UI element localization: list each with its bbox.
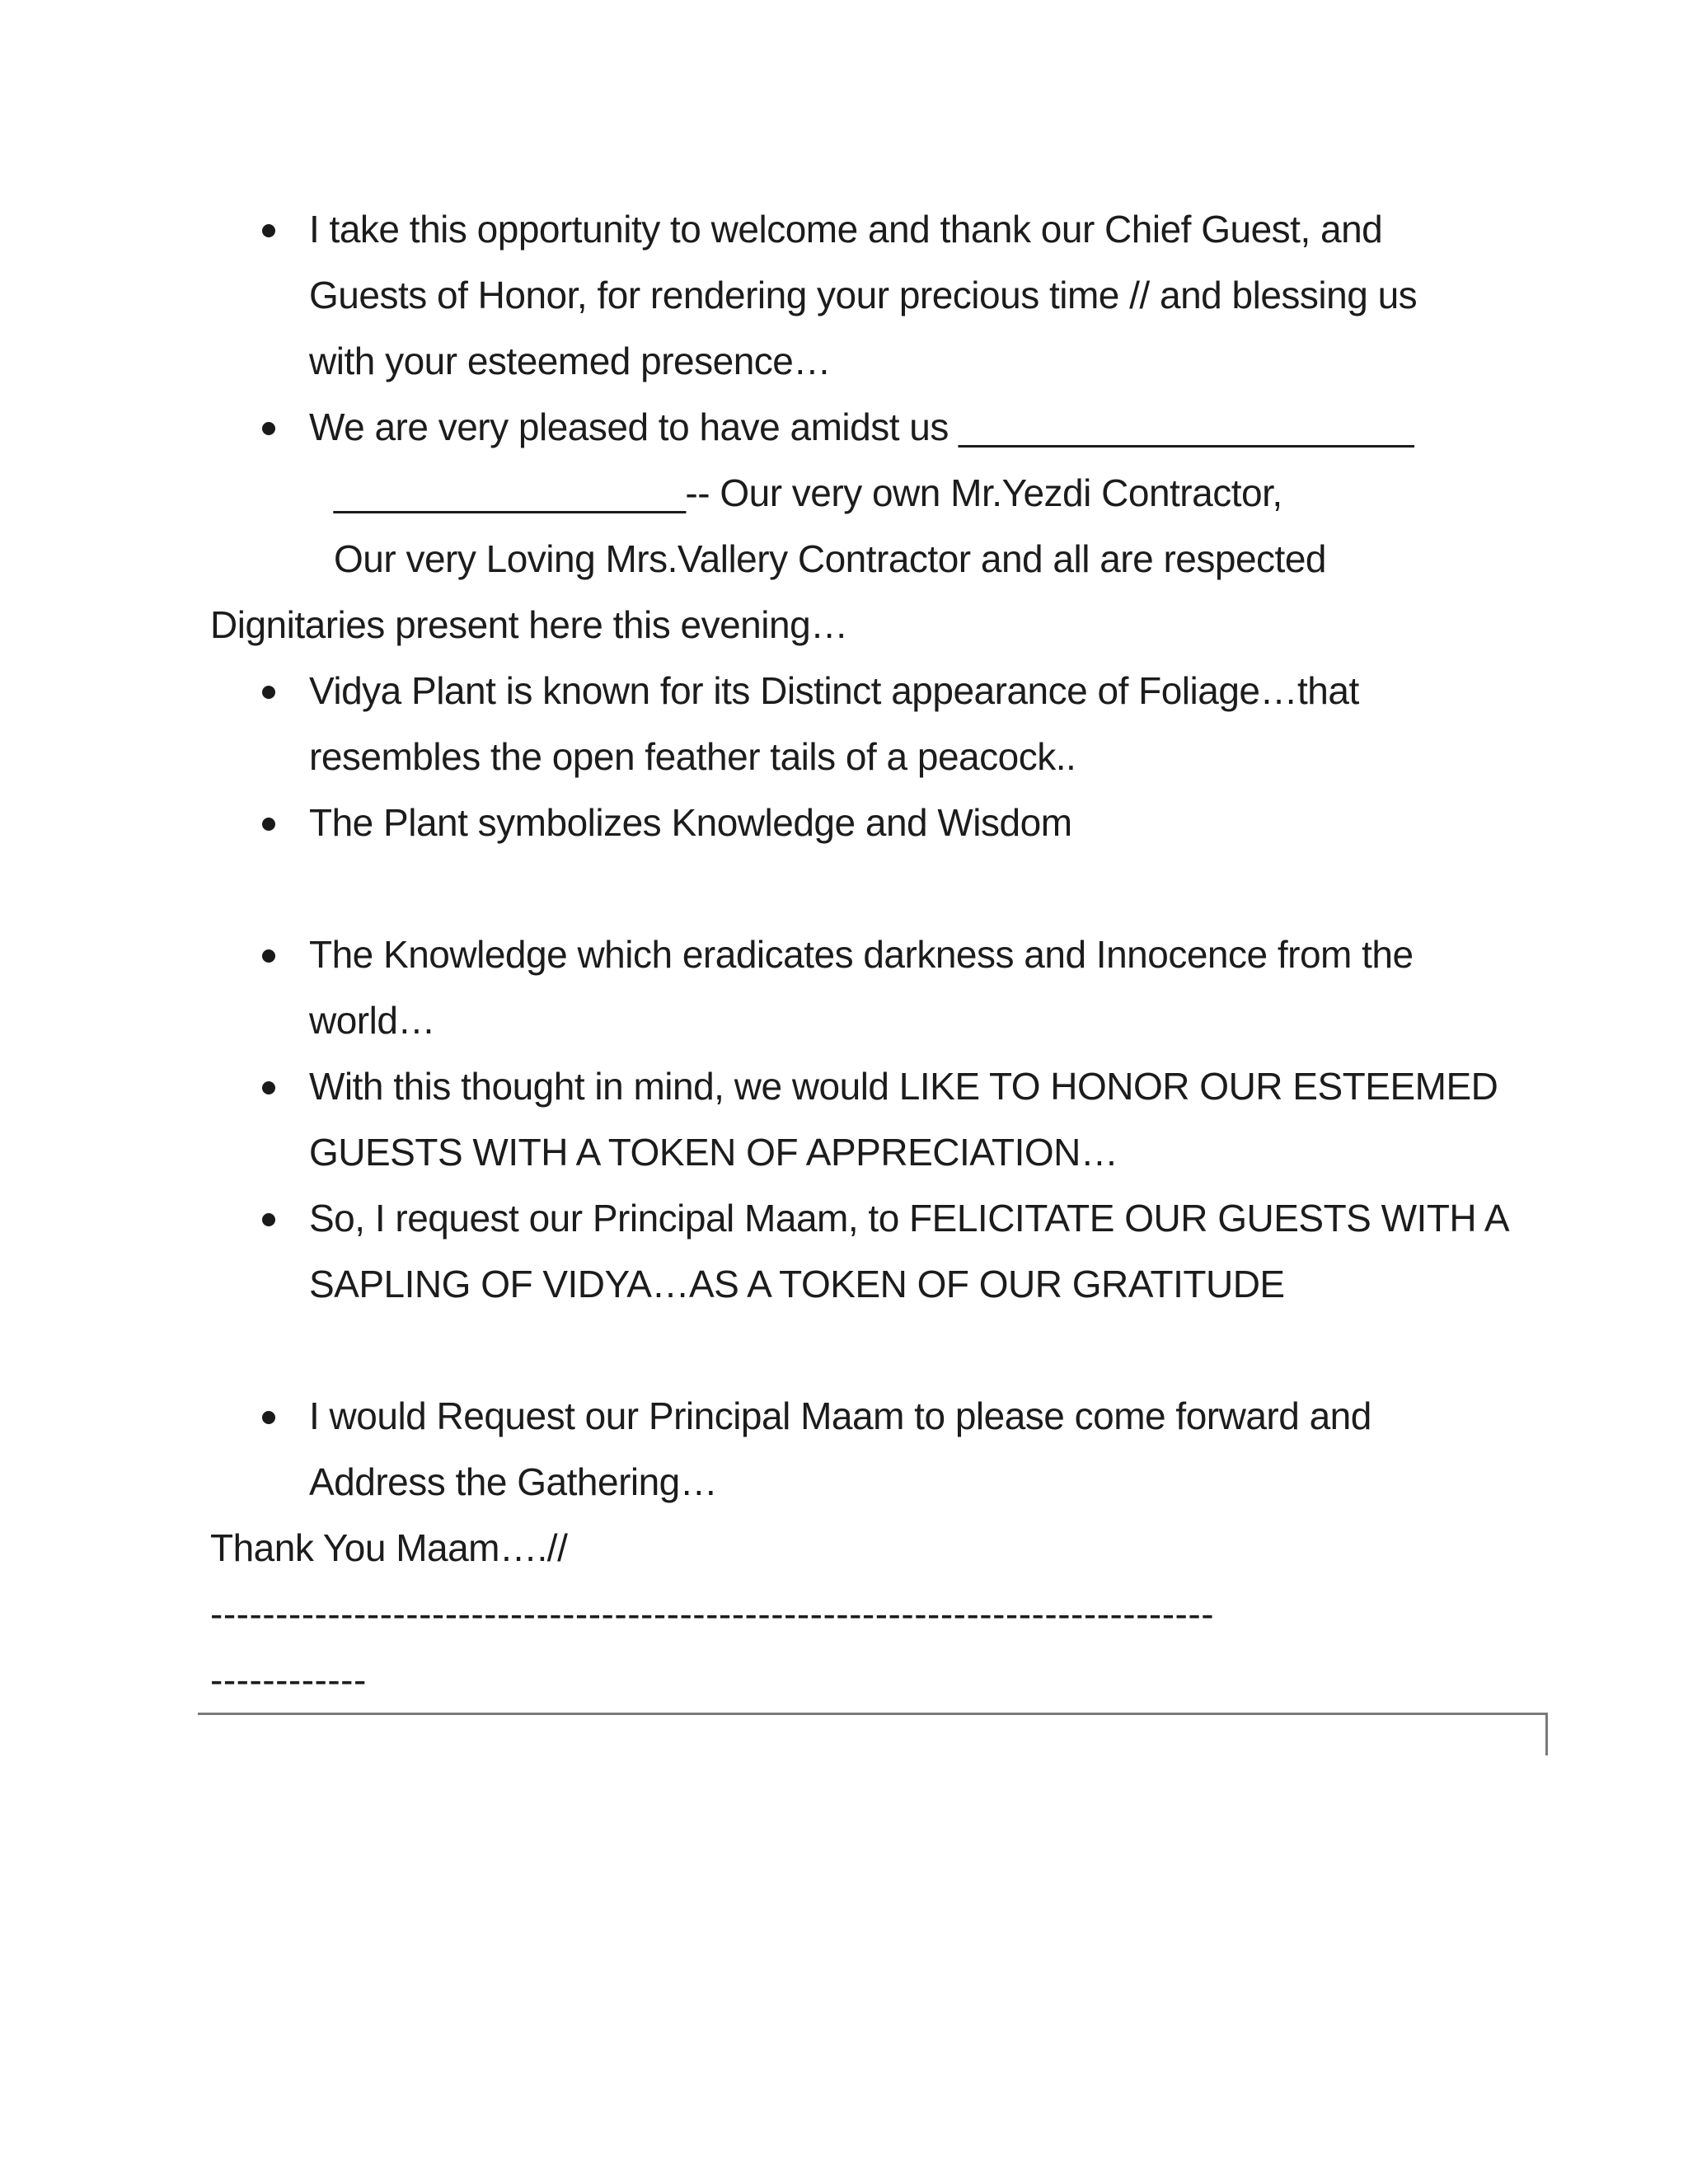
dash-separator: ----------------------------------------------------------------------------- bbox=[210, 1592, 1215, 1635]
paragraph-line: With this thought in mind, we would LIKE TO HONOR OUR ESTEEMED bbox=[309, 1065, 1498, 1108]
paragraph-line: The Knowledge which eradicates darkness and Innocence from the bbox=[309, 933, 1414, 976]
paragraph-line: Vidya Plant is known for its Distinct appearance of Foliage…that bbox=[309, 669, 1359, 712]
guests-line: Our very Loving Mrs.Vallery Contractor and all are respected bbox=[334, 537, 1327, 580]
paragraph-line: I would Request our Principal Maam to please come forward and bbox=[309, 1394, 1372, 1437]
paragraph-line: resembles the open feather tails of a peacock.. bbox=[309, 735, 1076, 778]
paragraph-line: We are very pleased to have amidst us ______________________ bbox=[309, 405, 1414, 448]
dash-separator: ------------ bbox=[210, 1658, 367, 1701]
paragraph-line: Address the Gathering… bbox=[309, 1460, 718, 1503]
bottom-border-line bbox=[198, 1713, 1548, 1715]
bullet-dot bbox=[262, 1213, 275, 1226]
bullet-dot bbox=[262, 949, 275, 963]
paragraph-line: The Plant symbolizes Knowledge and Wisdom bbox=[309, 801, 1072, 844]
paragraph-line: Guests of Honor, for rendering your precious time // and blessing us bbox=[309, 274, 1418, 316]
right-border-tick bbox=[1545, 1713, 1548, 1755]
bullet-dot bbox=[262, 1081, 275, 1094]
bullet-dot bbox=[262, 1411, 275, 1424]
bullet-dot bbox=[262, 686, 275, 699]
paragraph-line: So, I request our Principal Maam, to FELICITATE OUR GUESTS WITH A bbox=[309, 1197, 1510, 1240]
guests-line: Dignitaries present here this evening… bbox=[210, 603, 848, 646]
paragraph-line: SAPLING OF VIDYA…AS A TOKEN OF OUR GRATITUDE bbox=[309, 1263, 1285, 1305]
closing-line: Thank You Maam….// bbox=[210, 1526, 568, 1569]
paragraph-line: with your esteemed presence… bbox=[309, 340, 831, 382]
guests-line: _________________-- Our very own Mr.Yezdi Contractor, bbox=[334, 471, 1282, 514]
paragraph-line: GUESTS WITH A TOKEN OF APPRECIATION… bbox=[309, 1131, 1118, 1174]
bullet-dot bbox=[262, 818, 275, 831]
bullet-dot bbox=[262, 224, 275, 237]
paragraph-line: world… bbox=[309, 999, 435, 1042]
bullet-dot bbox=[262, 422, 275, 435]
paragraph-line: I take this opportunity to welcome and thank our Chief Guest, and bbox=[309, 208, 1383, 251]
